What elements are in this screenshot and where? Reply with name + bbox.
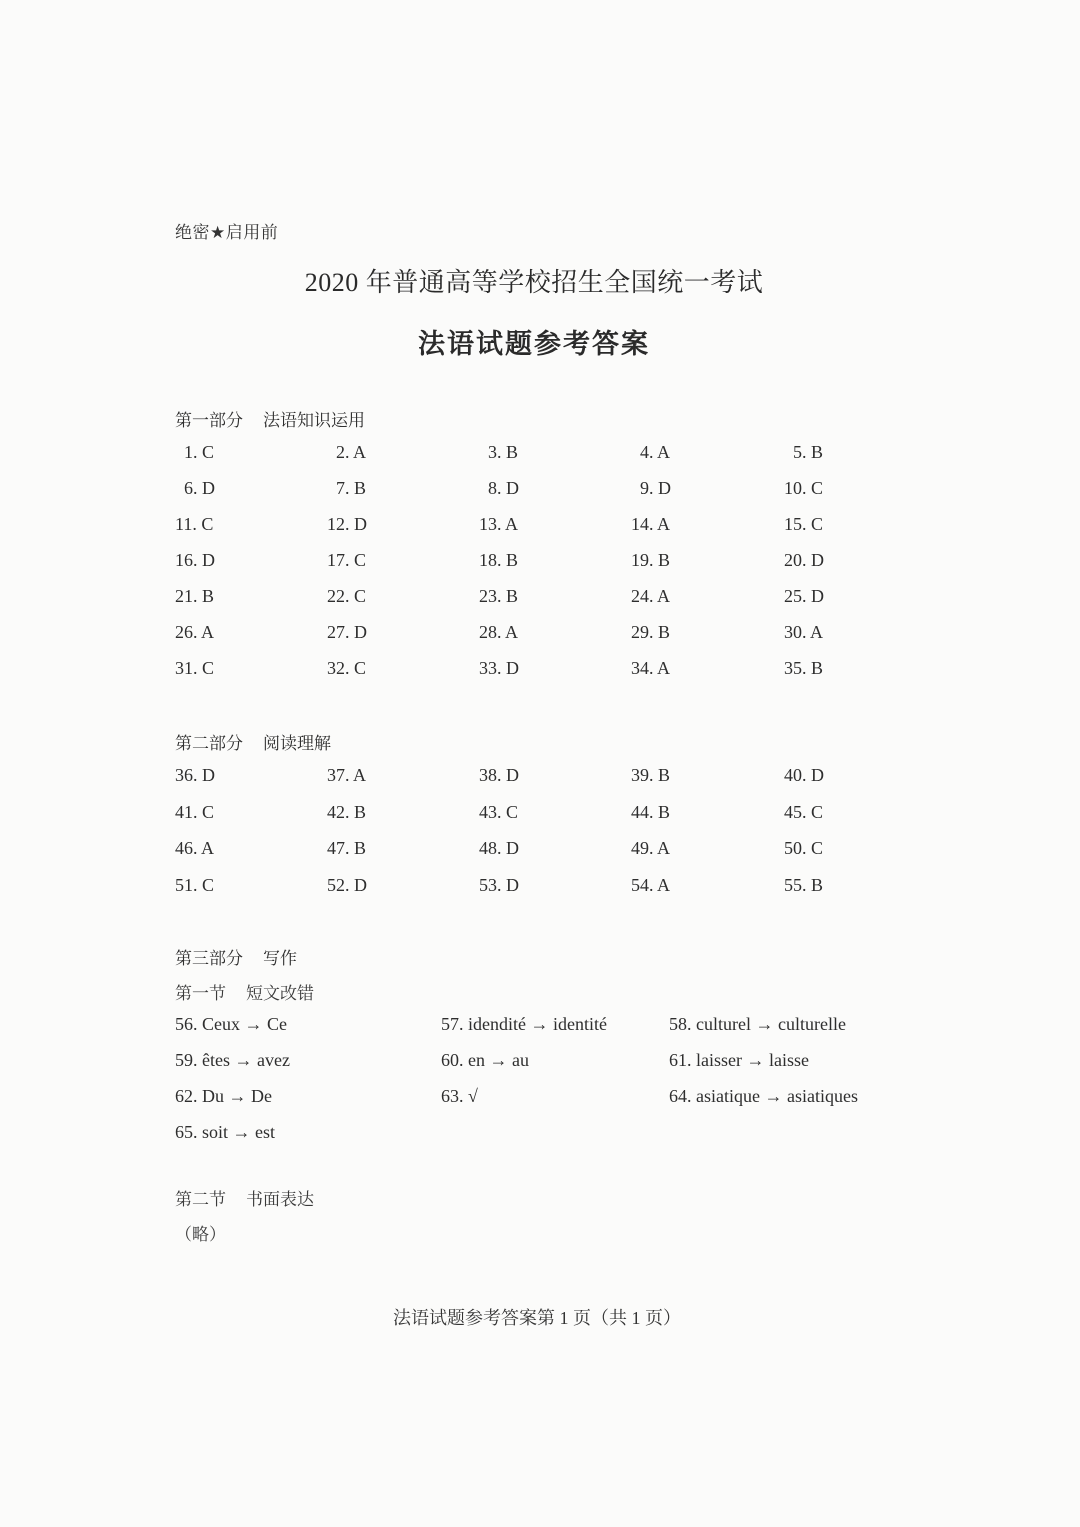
answer-item: 44. B bbox=[631, 801, 671, 822]
correction-item: 62. Du → De bbox=[175, 1086, 272, 1106]
section2-content: （略） bbox=[175, 1225, 226, 1245]
answer-item: 13. A bbox=[479, 514, 519, 534]
section2-label: 第二节 bbox=[175, 1190, 226, 1210]
answer-item: 22. C bbox=[327, 586, 367, 606]
correction-item: 60. en → au bbox=[441, 1050, 529, 1070]
section1-label: 第一节 bbox=[175, 984, 226, 1004]
answer-item: 47. B bbox=[327, 838, 367, 858]
answer-item: 30. A bbox=[784, 622, 824, 642]
answer-item: 27. D bbox=[327, 622, 367, 642]
answer-item: 15. C bbox=[784, 514, 824, 534]
answer-item: 38. D bbox=[479, 765, 519, 785]
part3-section2-heading bbox=[175, 1185, 314, 1210]
correction-item: 63. √ bbox=[441, 1086, 478, 1106]
answer-item: 21. B bbox=[175, 586, 215, 606]
answer-item: 11. C bbox=[175, 514, 214, 534]
answer-item: 18. B bbox=[479, 550, 519, 570]
answer-item: 41. C bbox=[175, 801, 215, 822]
answer-item: 49. A bbox=[631, 838, 671, 858]
answer-item: 50. C bbox=[784, 838, 824, 858]
page-info: 法语试题参考答案第 1 页（共 1 页） bbox=[393, 1308, 681, 1328]
answer-item: 3. B bbox=[488, 442, 519, 462]
document-title bbox=[0, 322, 1080, 361]
document-title-text: 法语试题参考答案 bbox=[418, 329, 650, 360]
answer-item: 7. B bbox=[336, 478, 367, 498]
answer-item: 26. A bbox=[175, 622, 215, 642]
section1-title: 短文改错 bbox=[246, 984, 314, 1004]
correction-item: 65. soit → est bbox=[175, 1122, 276, 1142]
correction-item: 59. êtes → avez bbox=[175, 1050, 290, 1070]
part1-heading bbox=[175, 406, 365, 431]
answer-item: 17. C bbox=[327, 550, 367, 570]
part3-section1-heading bbox=[175, 979, 314, 1004]
correction-item: 64. asiatique → asiatiques bbox=[669, 1086, 858, 1106]
answer-item: 2. A bbox=[336, 442, 367, 462]
answer-item: 23. B bbox=[479, 586, 519, 606]
correction-item: 56. Ceux → Ce bbox=[175, 1014, 287, 1034]
answer-item: 43. C bbox=[479, 801, 519, 822]
confidential-mark: 绝密★启用前 bbox=[175, 223, 279, 243]
answer-item: 45. C bbox=[784, 801, 824, 822]
part2-heading bbox=[175, 729, 331, 754]
answer-item: 29. B bbox=[631, 622, 671, 642]
answer-item: 14. A bbox=[631, 514, 671, 534]
answer-item: 35. B bbox=[784, 658, 824, 678]
correction-item: 57. idendité → identité bbox=[441, 1014, 607, 1034]
page-footer bbox=[0, 1304, 1080, 1330]
answer-item: 32. C bbox=[327, 658, 367, 678]
answer-item: 25. D bbox=[784, 586, 824, 606]
answer-item: 54. A bbox=[631, 874, 671, 895]
answer-item: 42. B bbox=[327, 801, 367, 822]
part3-title: 写作 bbox=[263, 949, 297, 969]
answer-item: 36. D bbox=[175, 765, 215, 785]
answer-item: 9. D bbox=[640, 478, 671, 498]
answer-item: 55. B bbox=[784, 874, 824, 895]
part3-label: 第三部分 bbox=[175, 949, 243, 969]
answer-item: 19. B bbox=[631, 550, 671, 570]
answer-item: 39. B bbox=[631, 765, 671, 785]
part3-heading bbox=[175, 944, 297, 969]
answer-item: 28. A bbox=[479, 622, 519, 642]
answer-item: 37. A bbox=[327, 765, 367, 785]
answer-item: 6. D bbox=[184, 478, 215, 498]
correction-item: 58. culturel → culturelle bbox=[669, 1014, 846, 1034]
section2-title: 书面表达 bbox=[246, 1190, 314, 1210]
answer-item: 52. D bbox=[327, 874, 367, 895]
answer-item: 4. A bbox=[640, 442, 671, 462]
answer-item: 33. D bbox=[479, 658, 519, 678]
answer-item: 16. D bbox=[175, 550, 215, 570]
answer-item: 12. D bbox=[327, 514, 367, 534]
answer-item: 53. D bbox=[479, 874, 519, 895]
answer-item: 1. C bbox=[184, 442, 215, 462]
part2-title: 阅读理解 bbox=[263, 734, 331, 754]
answer-item: 8. D bbox=[488, 478, 519, 498]
answer-item: 10. C bbox=[784, 478, 824, 498]
exam-title bbox=[0, 262, 1080, 299]
part1-label: 第一部分 bbox=[175, 411, 243, 431]
answer-item: 40. D bbox=[784, 765, 824, 785]
answer-item: 46. A bbox=[175, 838, 215, 858]
answer-item: 20. D bbox=[784, 550, 824, 570]
part2-label: 第二部分 bbox=[175, 734, 243, 754]
answer-item: 48. D bbox=[479, 838, 519, 858]
answer-item: 5. B bbox=[793, 442, 824, 462]
answer-item: 51. C bbox=[175, 874, 215, 895]
exam-title-text: 2020 年普通高等学校招生全国统一考试 bbox=[304, 268, 764, 297]
correction-item: 61. laisser → laisse bbox=[669, 1050, 809, 1070]
answer-item: 31. C bbox=[175, 658, 215, 678]
answer-item: 24. A bbox=[631, 586, 671, 606]
answer-item: 34. A bbox=[631, 658, 671, 678]
part1-title: 法语知识运用 bbox=[263, 411, 365, 431]
